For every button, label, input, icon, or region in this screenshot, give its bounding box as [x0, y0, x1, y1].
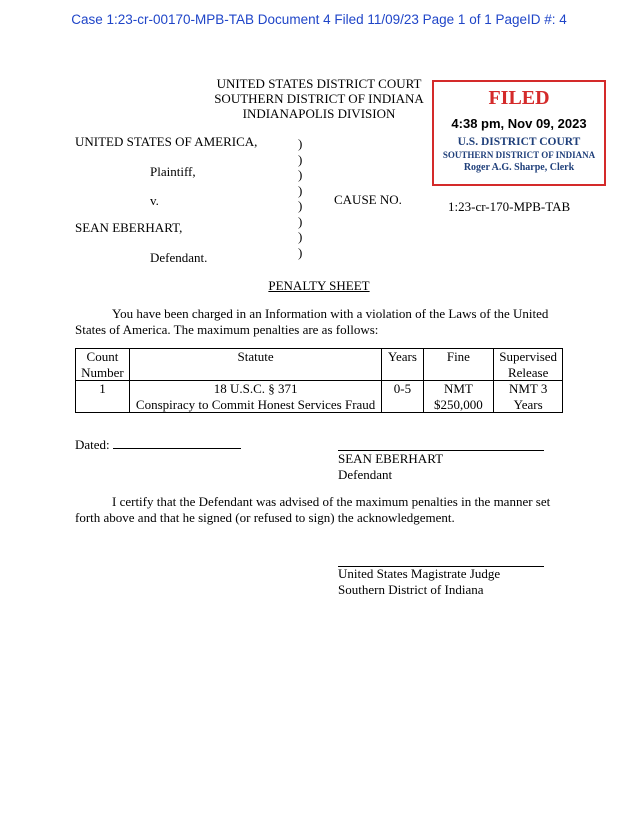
- paren: ): [298, 213, 303, 229]
- court-division: INDIANAPOLIS DIVISION: [242, 106, 396, 121]
- header-statute: Statute: [129, 349, 381, 381]
- cause-number: 1:23-cr-170-MPB-TAB: [448, 199, 571, 214]
- cell-statute: 18 U.S.C. § 371 Conspiracy to Commit Honest Services Fraud: [129, 381, 381, 413]
- table-row: [76, 381, 563, 413]
- stamp-court: U.S. DISTRICT COURT: [457, 136, 581, 148]
- judge-signature-block: [338, 566, 500, 598]
- stamp-clerk: Roger A.G. Sharpe, Clerk: [463, 162, 575, 173]
- court-heading: [196, 76, 442, 121]
- stamp-timestamp: 4:38 pm, Nov 09, 2023: [451, 116, 587, 131]
- filed-stamp: [432, 80, 606, 186]
- dated-field: [75, 436, 241, 453]
- header-years: Years: [382, 349, 423, 381]
- ecf-header: Case 1:23-cr-00170-MPB-TAB Document 4 Filed 11/09/23 Page 1 of 1 PageID #: 4: [71, 12, 567, 27]
- penalty-table: [75, 348, 563, 413]
- certification-paragraph: I certify that the Defendant was advised of the maximum penalties in the manner set forth above and that he signed (or refused to sign) the acknowledgement.: [75, 494, 551, 525]
- paren: ): [298, 136, 303, 151]
- paren: ): [298, 229, 303, 244]
- cell-fine: NMT $250,000: [423, 381, 494, 413]
- cell-release: NMT 3 Years: [494, 381, 563, 413]
- judge-title: United States Magistrate Judge: [338, 566, 501, 581]
- dated-blank: [113, 436, 241, 449]
- cause-label: CAUSE NO.: [334, 192, 402, 207]
- plaintiff-label: Plaintiff,: [150, 164, 196, 179]
- paren: ): [298, 167, 303, 182]
- defendant-signer-name: SEAN EBERHART: [338, 451, 444, 466]
- document-title: PENALTY SHEET: [268, 278, 370, 293]
- defendant-signer-role: Defendant: [338, 467, 393, 482]
- stamp-filed-label: FILED: [488, 87, 550, 109]
- court-district: SOUTHERN DISTRICT OF INDIANA: [214, 91, 424, 106]
- paren: ): [298, 244, 303, 260]
- plaintiff-party: UNITED STATES OF AMERICA,: [75, 134, 258, 149]
- defendant-signature-block: [338, 451, 443, 483]
- header-count: Count Number: [76, 349, 130, 381]
- stamp-district: SOUTHERN DISTRICT OF INDIANA: [442, 150, 596, 160]
- cell-count: 1: [76, 381, 130, 413]
- paren: ): [298, 151, 303, 167]
- defendant-label: Defendant.: [150, 250, 208, 265]
- intro-paragraph: You have been charged in an Information with a violation of the Laws of the United States of America. The maximum penalties are as follows:: [75, 306, 549, 337]
- court-name: UNITED STATES DISTRICT COURT: [216, 76, 422, 91]
- header-release: Supervised Release: [494, 349, 563, 381]
- caption-parentheses: [298, 136, 308, 260]
- dated-label: Dated:: [75, 437, 110, 452]
- header-fine: Fine: [423, 349, 494, 381]
- cell-years: 0-5: [382, 381, 423, 413]
- versus-label: v.: [150, 193, 159, 208]
- table-header-row: [76, 349, 563, 381]
- paren: ): [298, 182, 303, 198]
- judge-district: Southern District of Indiana: [338, 582, 484, 597]
- defendant-party: SEAN EBERHART,: [75, 220, 183, 235]
- paren: ): [298, 198, 303, 213]
